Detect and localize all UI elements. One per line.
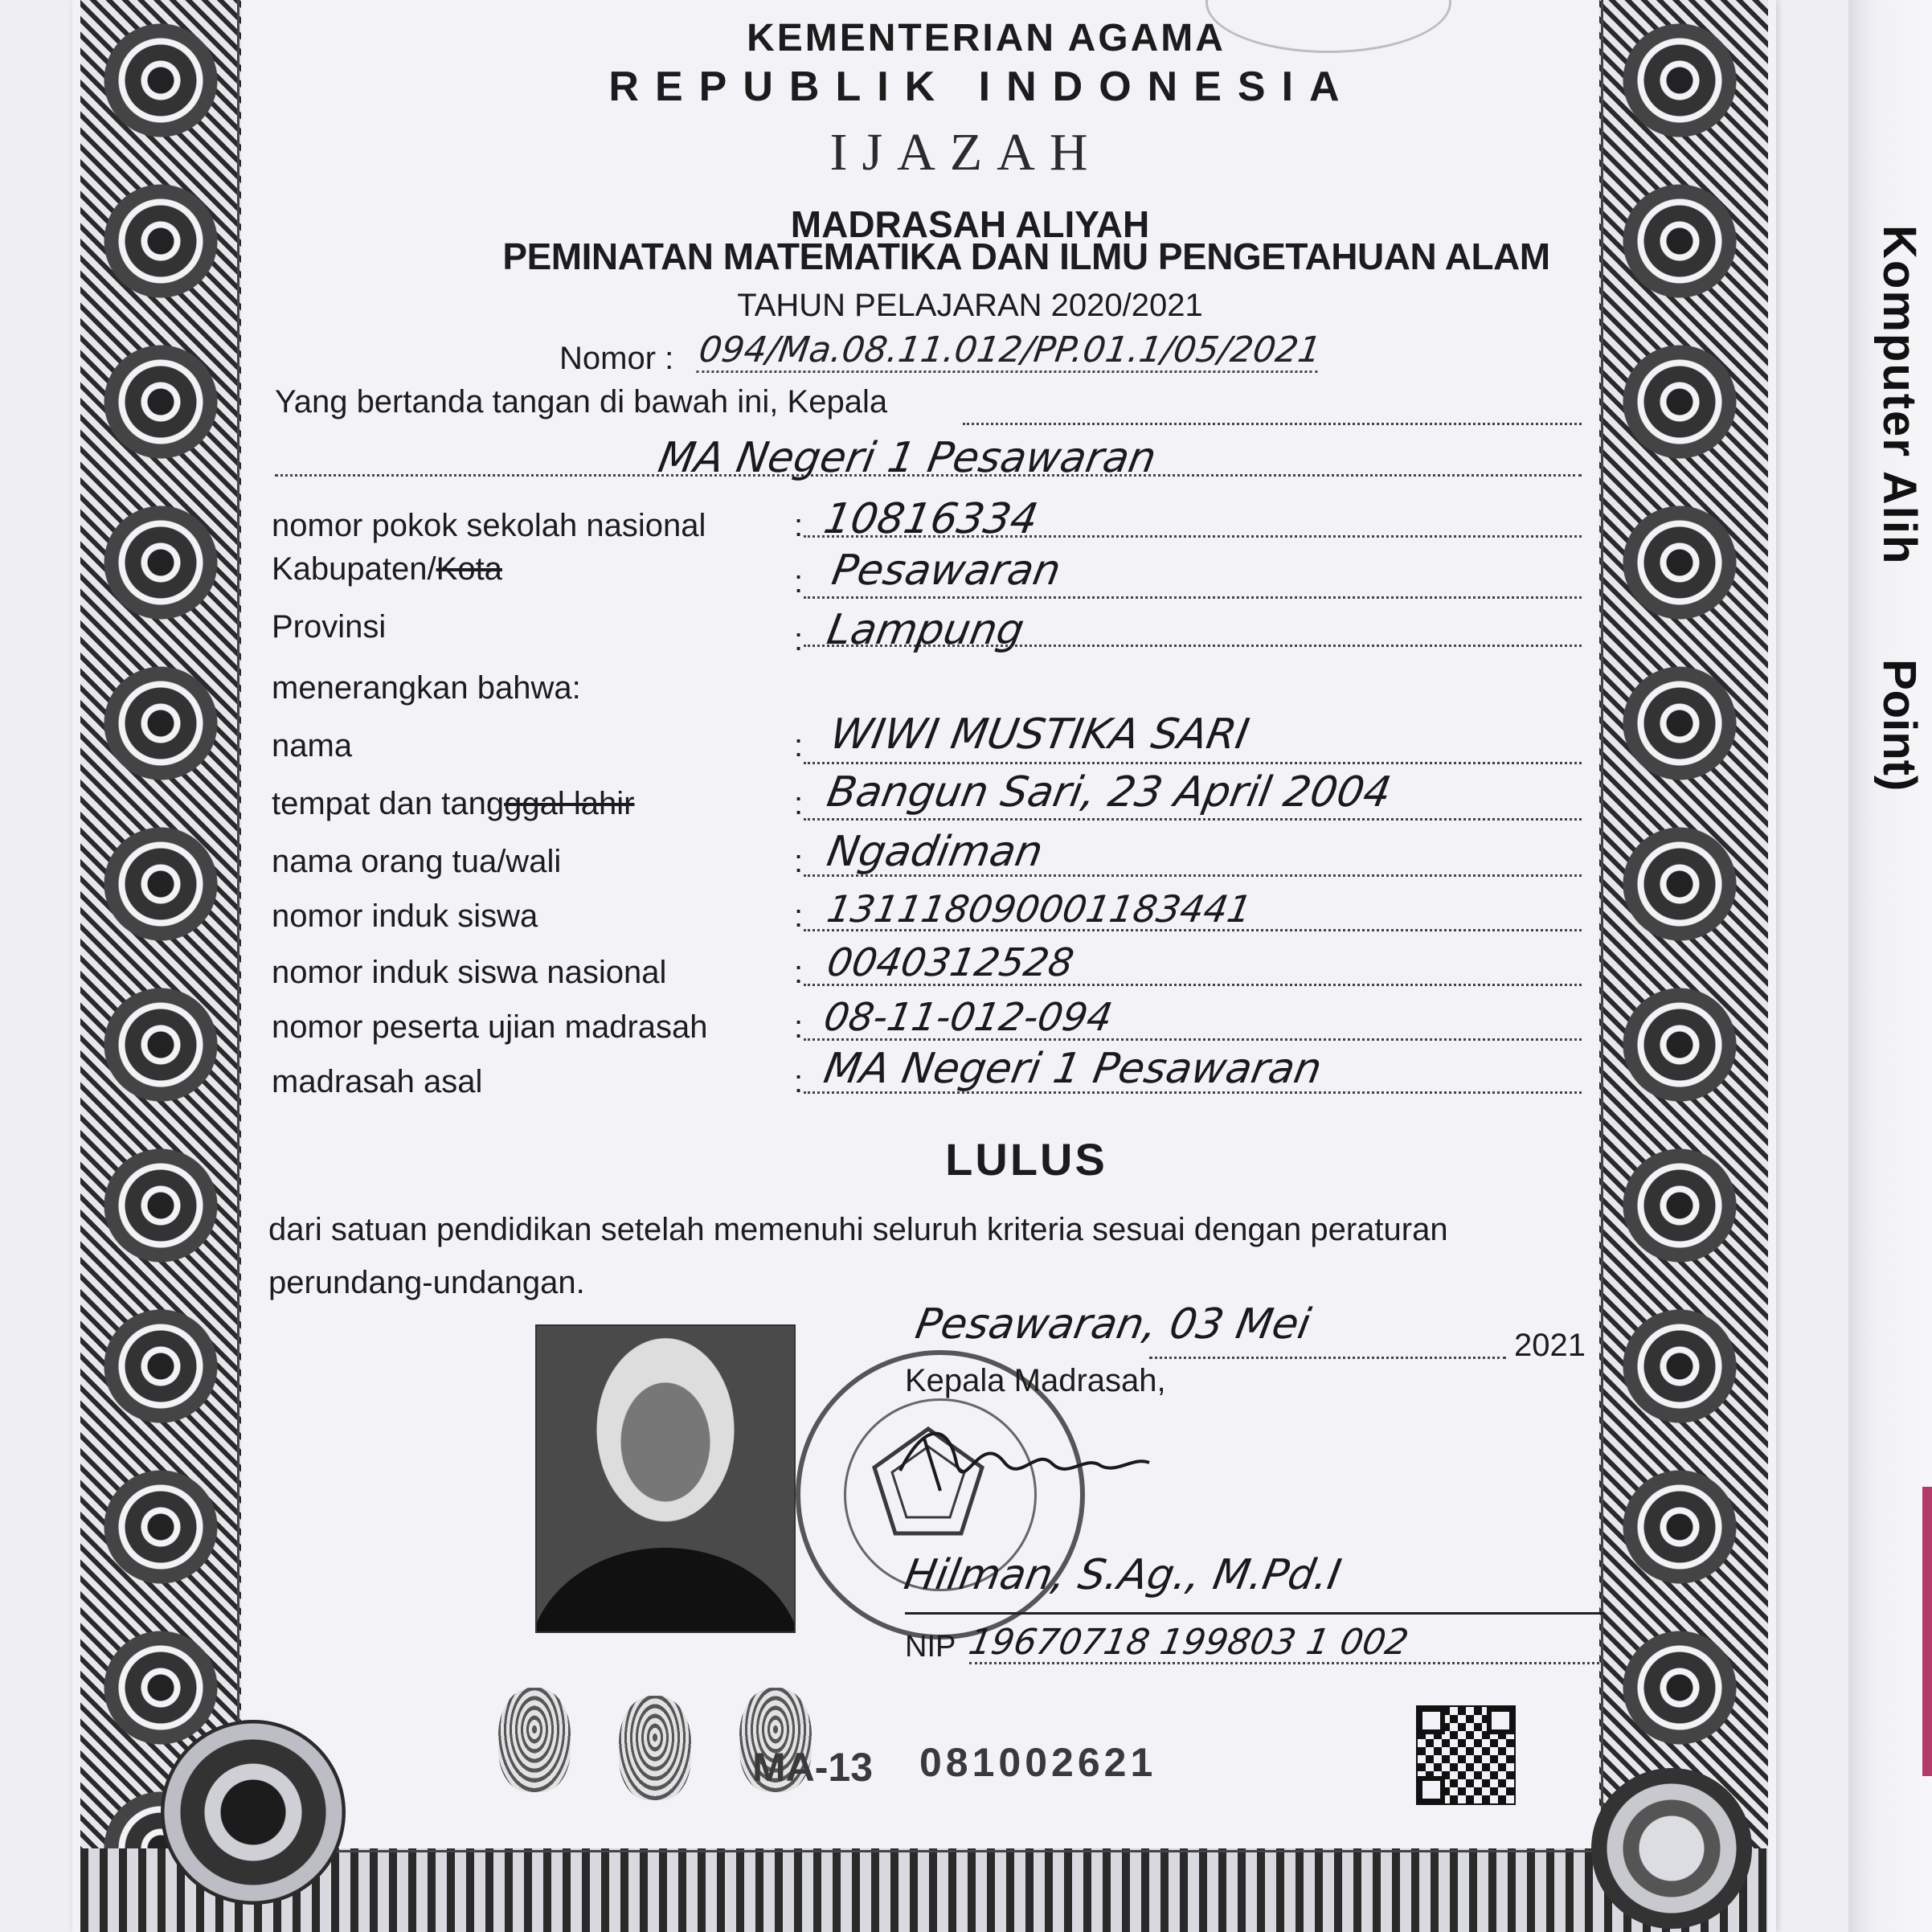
- field-value-kabupaten: Pesawaran: [828, 546, 1065, 595]
- colon: :: [794, 1064, 804, 1099]
- field-label-birth: tempat dan tangggal lahir: [272, 786, 635, 821]
- nip-value: 19670718 199803 1 002: [965, 1622, 1412, 1663]
- signatory-name: Hilman, S.Ag., M.Pd.I: [900, 1551, 1345, 1599]
- academic-year: TAHUN PELAJARAN 2020/2021: [737, 288, 1203, 323]
- colon: :: [794, 898, 804, 934]
- field-label-exam-number: nomor peserta ujian madrasah: [272, 1009, 708, 1045]
- field-value-provinsi: Lampung: [823, 606, 1028, 654]
- number-value: 094/Ma.08.11.012/PP.01.1/05/2021: [696, 330, 1324, 373]
- signing-place-date: Pesawaran, 03 Mei: [911, 1300, 1315, 1349]
- field-value-nisn: 0040312528: [824, 940, 1078, 985]
- field-label-nama: nama: [272, 728, 353, 763]
- dotted-line: [1149, 1357, 1506, 1359]
- field-value-exam-number: 08-11-012-094: [821, 995, 1116, 1040]
- nip-label: NIP: [905, 1630, 956, 1664]
- signature-rule: [905, 1612, 1604, 1615]
- colon: :: [794, 786, 804, 821]
- document-title: IJAZAH: [829, 123, 1103, 182]
- field-value-parent: Ngadiman: [823, 828, 1046, 876]
- qr-finder-icon: [1487, 1707, 1514, 1734]
- fingerprint: [498, 1688, 571, 1792]
- signatory-title: Kepala Madrasah,: [905, 1363, 1166, 1398]
- signing-year: 2021: [1514, 1328, 1586, 1363]
- student-photo: [537, 1326, 794, 1631]
- qr-finder-icon: [1418, 1707, 1445, 1734]
- closing-text-line1: dari satuan pendidikan setelah memenuhi seluruh kriteria sesuai dengan peraturan: [268, 1212, 1448, 1247]
- dotted-line: [804, 762, 1582, 764]
- field-label-origin-school: madrasah asal: [272, 1064, 483, 1099]
- qr-finder-icon: [1418, 1776, 1445, 1803]
- field-value-origin-school: MA Negeri 1 Pesawaran: [820, 1045, 1326, 1093]
- field-label-nis: nomor induk siswa: [272, 898, 538, 934]
- colon: :: [794, 728, 804, 763]
- school-type: MADRASAH ALIYAH: [790, 203, 1150, 245]
- field-value-birth: Bangun Sari, 23 April 2004: [823, 768, 1395, 817]
- colon: :: [794, 844, 804, 879]
- ministry-title: KEMENTERIAN AGAMA: [747, 17, 1226, 59]
- specialization: PEMINATAN MATEMATIKA DAN ILMU PENGETAHUAN ALAM: [502, 235, 1550, 277]
- dotted-line: [969, 1662, 1604, 1664]
- dotted-line: [804, 596, 1582, 599]
- corner-ornament-icon: [1591, 1768, 1752, 1929]
- background-sheet-text: Komputer Alih: [1873, 225, 1926, 566]
- serial-code: MA-13: [752, 1745, 874, 1790]
- dotted-line: [804, 818, 1582, 821]
- field-label-nisn: nomor induk siswa nasional: [272, 955, 667, 990]
- field-value-npsn: 10816334: [820, 495, 1042, 543]
- background-strip: [1922, 1487, 1932, 1776]
- colon: :: [794, 1009, 804, 1045]
- colon: :: [794, 564, 804, 600]
- number-label: Nomor :: [559, 341, 674, 376]
- republic-title: REPUBLIK INDONESIA: [608, 63, 1356, 110]
- background-sheet-text-2: Point): [1873, 659, 1926, 792]
- closing-text-line2: perundang-undangan.: [268, 1265, 585, 1300]
- declares-label: menerangkan bahwa:: [272, 670, 581, 706]
- field-value-nama: WIWI MUSTIKA SARI: [826, 710, 1253, 759]
- school-name-handwritten: MA Negeri 1 Pesawaran: [654, 434, 1160, 482]
- field-value-nis: 131118090001183441: [824, 887, 1255, 931]
- field-label-provinsi: Provinsi: [272, 609, 387, 645]
- field-label-kabupaten: Kabupaten/Kota: [272, 551, 502, 587]
- field-label-parent: nama orang tua/wali: [272, 844, 562, 879]
- dotted-line: [963, 423, 1582, 425]
- colon: :: [794, 508, 804, 543]
- garuda-emblem-icon: [161, 1720, 346, 1905]
- result-status: LULUS: [945, 1134, 1107, 1185]
- ornamental-border-bottom: [80, 1848, 1768, 1932]
- intro-text: Yang bertanda tangan di bawah ini, Kepala: [275, 384, 888, 420]
- colon: :: [794, 955, 804, 990]
- handwritten-signature: [892, 1414, 1157, 1503]
- fingerprint: [619, 1696, 691, 1800]
- field-label-npsn: nomor pokok sekolah nasional: [272, 508, 706, 543]
- serial-number: 081002621: [919, 1740, 1157, 1785]
- colon: :: [794, 622, 804, 657]
